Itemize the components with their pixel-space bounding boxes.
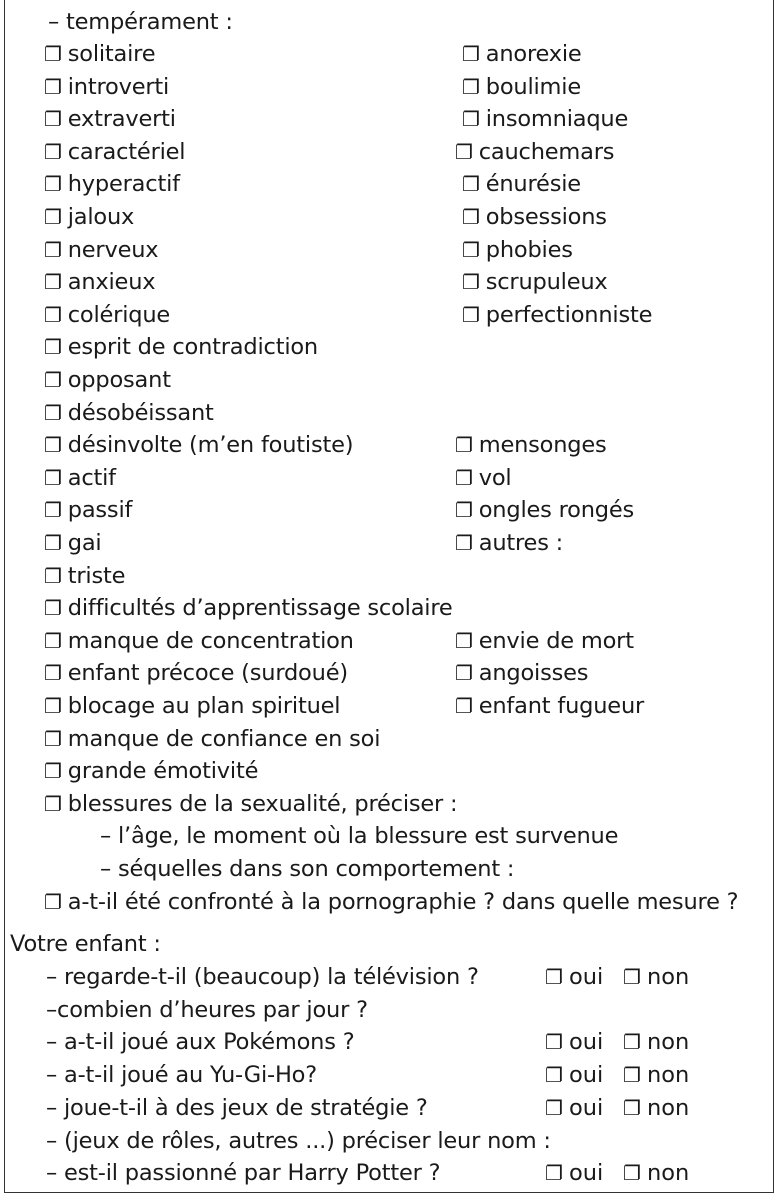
checkbox-label: blessures de la sexualité, préciser :	[67, 790, 458, 817]
yes-option[interactable]	[545, 1061, 603, 1089]
checkbox-label: boulimie	[485, 73, 581, 100]
checkbox-icon[interactable]: ❐	[44, 531, 62, 555]
no-option[interactable]	[623, 1094, 689, 1122]
yes-option[interactable]	[545, 963, 603, 991]
checkbox-label: introverti	[67, 73, 170, 100]
no-option[interactable]	[623, 1061, 689, 1089]
checkbox-item-left[interactable]	[44, 496, 132, 524]
checkbox-label: actif	[67, 464, 116, 491]
question-text: –combien d’heures par jour ?	[46, 996, 368, 1023]
checkbox-item-right[interactable]	[462, 73, 581, 101]
section-heading: – tempérament :	[48, 9, 233, 35]
checkbox-icon[interactable]: ❐	[623, 965, 641, 989]
checkbox-icon[interactable]: ❐	[623, 1063, 641, 1088]
checkbox-icon[interactable]: ❐	[44, 694, 62, 718]
checkbox-label: anxieux	[67, 269, 156, 296]
question-text: – (jeux de rôles, autres ...) préciser leur nom :	[46, 1127, 551, 1154]
checkbox-label: enfant fugueur	[478, 693, 645, 719]
checkbox-item-right[interactable]	[462, 105, 628, 133]
checkbox-item-right[interactable]	[455, 529, 563, 557]
question-text: – regarde-t-il (beaucoup) la télévision ?	[46, 964, 479, 990]
checkbox-item-left[interactable]	[44, 333, 318, 361]
checkbox-label: opposant	[67, 367, 171, 393]
checkbox-item-left[interactable]	[44, 73, 169, 101]
yes-label: oui	[568, 1062, 604, 1089]
checkbox-item-left[interactable]	[44, 757, 258, 785]
checkbox-label: scrupuleux	[485, 269, 608, 296]
checkbox-icon[interactable]: ❐	[545, 1161, 563, 1186]
checkbox-icon[interactable]: ❐	[44, 726, 62, 751]
checkbox-item-left[interactable]	[44, 236, 158, 264]
question-text: – a-t-il joué au Yu-Gi-Ho?	[46, 1062, 317, 1089]
yes-option[interactable]	[545, 1028, 603, 1056]
checkbox-item-right[interactable]	[455, 627, 634, 655]
checkbox-item-left[interactable]	[44, 268, 155, 296]
checkbox-label: extraverti	[67, 106, 176, 133]
checkbox-icon[interactable]: ❐	[462, 270, 480, 295]
checkbox-label: envie de mort	[478, 627, 634, 654]
checkbox-label: enfant précoce (surdoué)	[67, 660, 348, 687]
checkbox-icon[interactable]: ❐	[455, 661, 473, 686]
checkbox-item-right[interactable]	[462, 170, 581, 198]
checkbox-icon[interactable]: ❐	[44, 172, 62, 197]
checkbox-icon[interactable]: ❐	[44, 563, 62, 588]
checkbox-label: autres :	[478, 530, 564, 556]
checkbox-icon[interactable]: ❐	[44, 107, 62, 132]
checkbox-icon[interactable]: ❐	[462, 237, 480, 262]
no-option[interactable]	[623, 963, 689, 991]
checkbox-label: angoisses	[478, 660, 589, 687]
checkbox-icon[interactable]: ❐	[44, 368, 62, 392]
checkbox-item-left[interactable]	[44, 627, 354, 655]
checkbox-icon[interactable]: ❐	[455, 694, 473, 718]
checkbox-icon[interactable]: ❐	[623, 1095, 641, 1120]
checkbox-item-left[interactable]	[44, 725, 380, 753]
checkbox-icon[interactable]: ❐	[462, 42, 480, 66]
no-label: non	[646, 1029, 690, 1056]
checkbox-item-left[interactable]	[44, 562, 125, 590]
checkbox-icon[interactable]: ❐	[44, 465, 62, 490]
checkbox-icon[interactable]: ❐	[462, 302, 480, 327]
checkbox-item-porn[interactable]	[44, 888, 738, 916]
checkbox-item-right[interactable]	[462, 268, 608, 296]
yes-option[interactable]	[545, 1094, 603, 1122]
checkbox-icon[interactable]: ❐	[44, 42, 62, 66]
question-text: – est-il passionné par Harry Potter ?	[46, 1160, 441, 1187]
checkbox-icon[interactable]: ❐	[44, 498, 62, 523]
checkbox-label: insomniaque	[485, 106, 629, 133]
checkbox-label: hyperactif	[67, 171, 180, 198]
checkbox-label: obsessions	[485, 204, 607, 230]
checkbox-icon[interactable]: ❐	[455, 498, 473, 523]
checkbox-icon[interactable]: ❐	[545, 1063, 563, 1088]
checkbox-icon[interactable]: ❐	[44, 335, 62, 360]
checkbox-item-right[interactable]	[462, 203, 607, 231]
checkbox-label: désobéissant	[67, 399, 214, 426]
checkbox-label: ongles rongés	[478, 497, 635, 524]
checkbox-icon[interactable]: ❐	[44, 596, 62, 621]
checkbox-label: mensonges	[478, 432, 607, 459]
yes-label: oui	[568, 1029, 604, 1056]
checkbox-icon[interactable]: ❐	[455, 139, 473, 164]
question-text: – a-t-il joué aux Pokémons ?	[46, 1029, 355, 1056]
sub-item: – l’âge, le moment où la blessure est survenue	[100, 823, 619, 850]
checkbox-item-left[interactable]	[44, 138, 185, 166]
checkbox-label: anorexie	[485, 41, 582, 67]
sub-item: – séquelles dans son comportement :	[100, 856, 515, 882]
no-label: non	[646, 1094, 690, 1121]
checkbox-icon[interactable]: ❐	[462, 107, 480, 132]
checkbox-item-right[interactable]	[455, 138, 614, 166]
checkbox-icon[interactable]: ❐	[623, 1030, 641, 1055]
checkbox-item-left[interactable]	[44, 464, 116, 492]
checkbox-label: manque de concentration	[67, 627, 354, 654]
checkbox-icon[interactable]: ❐	[44, 400, 62, 425]
checkbox-item-left[interactable]	[44, 301, 170, 329]
checkbox-icon[interactable]: ❐	[44, 302, 62, 327]
checkbox-label: nerveux	[67, 236, 159, 263]
checkbox-item-right[interactable]	[455, 431, 607, 459]
checkbox-label: caractériel	[67, 138, 186, 165]
checkbox-label: difficultés d’apprentissage scolaire	[67, 595, 453, 622]
checkbox-label: gai	[67, 530, 102, 556]
checkbox-item-right[interactable]	[462, 236, 573, 264]
checkbox-item-left[interactable]	[44, 529, 101, 557]
checkbox-label: a-t-il été confronté à la pornographie ? dans quelle mesure ?	[67, 888, 739, 915]
checkbox-icon[interactable]: ❐	[44, 759, 62, 784]
checkbox-icon[interactable]: ❐	[44, 889, 62, 914]
checkbox-icon[interactable]: ❐	[462, 74, 480, 99]
yes-option[interactable]	[545, 1159, 603, 1187]
checkbox-label: perfectionniste	[485, 301, 653, 328]
checkbox-label: passif	[67, 497, 133, 524]
checkbox-label: grande émotivité	[67, 758, 259, 785]
no-option[interactable]	[623, 1159, 689, 1187]
checkbox-icon[interactable]: ❐	[462, 205, 480, 229]
checkbox-icon[interactable]: ❐	[44, 139, 62, 164]
checkbox-label: solitaire	[67, 41, 156, 67]
checkbox-icon[interactable]: ❐	[44, 628, 62, 653]
checkbox-icon[interactable]: ❐	[545, 965, 563, 989]
checkbox-icon[interactable]: ❐	[545, 1030, 563, 1055]
checkbox-label: triste	[67, 562, 126, 589]
checkbox-item-left[interactable]	[44, 790, 457, 818]
checkbox-label: phobies	[485, 236, 573, 263]
checkbox-icon[interactable]: ❐	[462, 172, 480, 197]
checkbox-item-left[interactable]	[44, 105, 176, 133]
child-section-title: Votre enfant :	[10, 931, 161, 957]
checkbox-item-right[interactable]	[455, 464, 511, 492]
no-label: non	[646, 964, 690, 990]
checkbox-icon[interactable]: ❐	[455, 465, 473, 490]
checkbox-item-right[interactable]	[455, 659, 588, 687]
checkbox-icon[interactable]: ❐	[44, 74, 62, 99]
checkbox-icon[interactable]: ❐	[44, 661, 62, 686]
checkbox-label: blocage au plan spirituel	[67, 693, 341, 719]
no-label: non	[646, 1160, 690, 1187]
checkbox-icon[interactable]: ❐	[455, 433, 473, 458]
checkbox-label: manque de confiance en soi	[67, 725, 381, 752]
no-option[interactable]	[623, 1028, 689, 1056]
checkbox-label: colérique	[67, 301, 171, 328]
checkbox-label: énurésie	[485, 171, 581, 198]
question-text: – joue-t-il à des jeux de stratégie ?	[46, 1094, 428, 1121]
checkbox-item-left[interactable]	[44, 203, 134, 231]
checkbox-icon[interactable]: ❐	[455, 628, 473, 653]
checkbox-icon[interactable]: ❐	[623, 1161, 641, 1186]
checkbox-item-left[interactable]	[44, 399, 214, 427]
no-label: non	[646, 1062, 690, 1089]
checkbox-icon[interactable]: ❐	[455, 531, 473, 555]
checkbox-item-right[interactable]	[455, 496, 634, 524]
yes-label: oui	[568, 964, 604, 990]
yes-label: oui	[568, 1094, 604, 1121]
checkbox-label: vol	[478, 464, 512, 491]
checkbox-item-right[interactable]	[462, 40, 582, 68]
checkbox-icon[interactable]: ❐	[44, 433, 62, 458]
checkbox-icon[interactable]: ❐	[44, 237, 62, 262]
checkbox-icon[interactable]: ❐	[44, 791, 62, 816]
checkbox-icon[interactable]: ❐	[545, 1095, 563, 1120]
yes-label: oui	[568, 1160, 604, 1187]
checkbox-item-left[interactable]	[44, 692, 340, 720]
checkbox-item-left[interactable]	[44, 431, 353, 459]
checkbox-icon[interactable]: ❐	[44, 270, 62, 295]
checkbox-item-left[interactable]	[44, 659, 348, 687]
checkbox-item-right[interactable]	[455, 692, 644, 720]
checkbox-item-right[interactable]	[462, 301, 652, 329]
checkbox-item-left[interactable]	[44, 170, 180, 198]
checkbox-item-left[interactable]	[44, 366, 171, 394]
checkbox-item-left[interactable]	[44, 594, 453, 622]
checkbox-label: esprit de contradiction	[67, 334, 318, 361]
checkbox-item-left[interactable]	[44, 40, 155, 68]
checkbox-label: désinvolte (m’en foutiste)	[67, 432, 354, 459]
checkbox-icon[interactable]: ❐	[44, 205, 62, 229]
checkbox-label: cauchemars	[478, 138, 615, 165]
checkbox-label: jaloux	[67, 204, 135, 230]
